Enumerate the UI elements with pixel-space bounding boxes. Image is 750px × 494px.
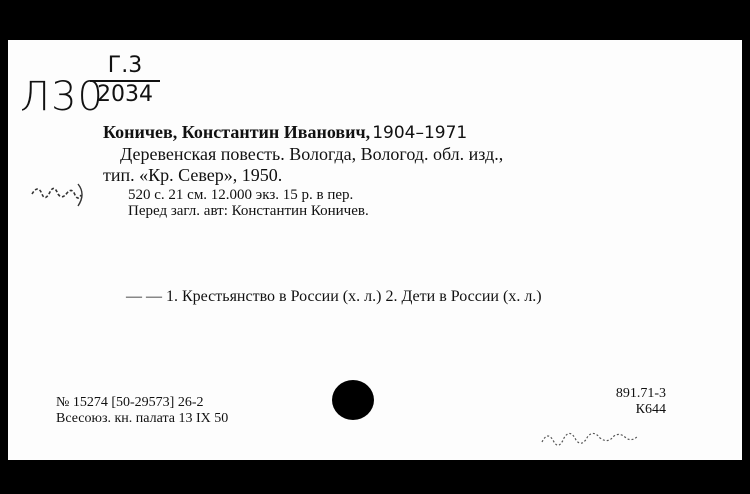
publisher-line: тип. «Кр. Север», 1950. (103, 165, 283, 185)
catalog-card (8, 40, 742, 460)
author-years: 1904–1971 (372, 123, 468, 143)
author-line (103, 122, 467, 143)
classification-code: 891.71-3 (615, 386, 666, 401)
title-line: Деревенская повесть. Вологда, Вологод. обл. изд., (120, 144, 504, 164)
handwritten-mark (28, 176, 88, 216)
physical-description: 520 с. 21 см. 12.000 экз. 15 р. в пер. (128, 187, 354, 203)
fraction-bottom: 2034 (97, 82, 153, 107)
card-number: № 15274 [50-29573] 26-2 (56, 395, 204, 410)
author-note: Перед загл. авт: Константин Коничев. (128, 203, 369, 219)
fraction-top: Г.3 (107, 53, 143, 78)
shelf-fraction (90, 54, 160, 107)
faint-signature (538, 420, 658, 450)
chamber-stamp: Всесоюз. кн. палата 13 IX 50 (56, 411, 229, 426)
punch-hole (332, 380, 374, 420)
subject-headings: — — 1. Крестьянство в России (х. л.) 2. Дети в России (х. л.) (126, 288, 542, 305)
call-number: Л30 (20, 74, 104, 120)
author-name: Коничев, Константин Иванович, (103, 122, 371, 142)
author-mark: К644 (635, 402, 666, 417)
